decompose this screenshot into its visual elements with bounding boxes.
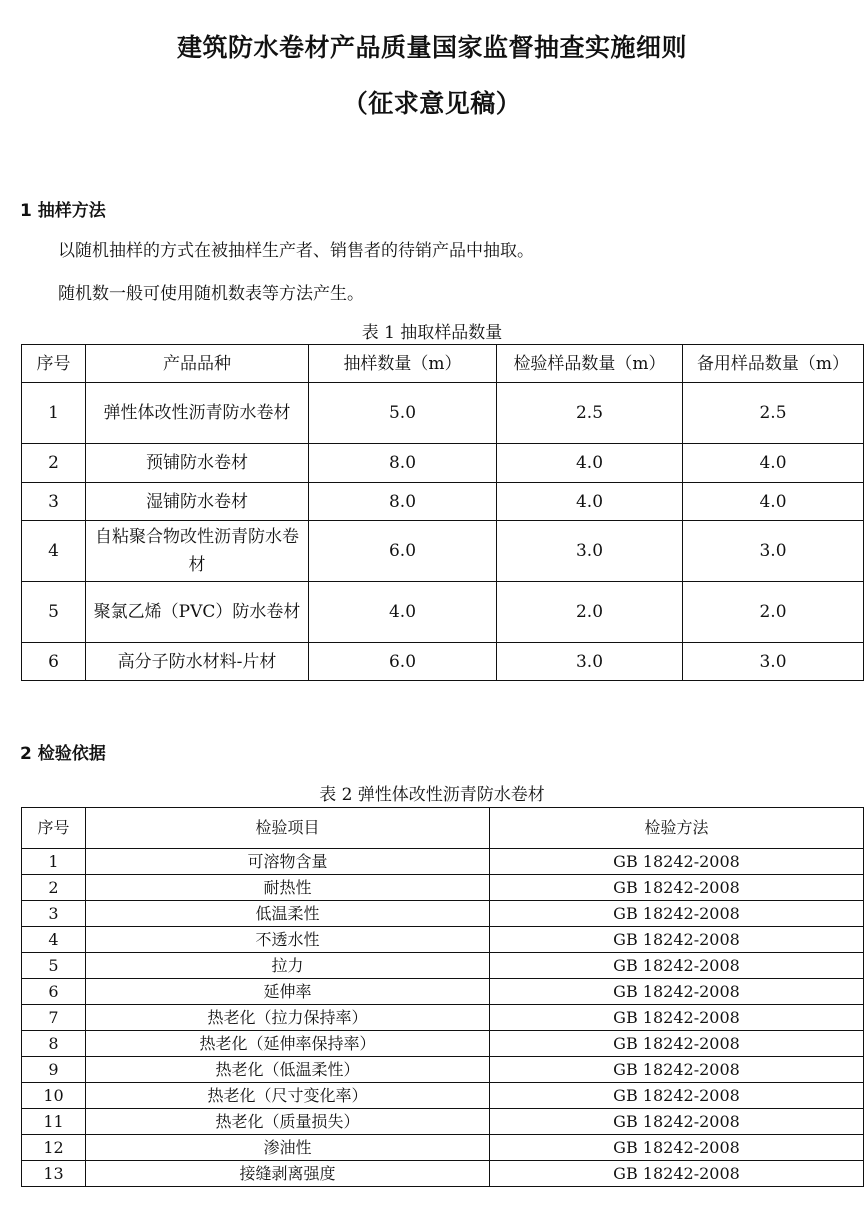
table-row <box>22 483 864 521</box>
table-cell: 13 <box>22 1161 86 1187</box>
table-cell: 4.0 <box>683 483 864 521</box>
table-cell: 热老化（拉力保持率） <box>86 1005 490 1031</box>
table-cell: GB 18242-2008 <box>490 875 864 901</box>
table-cell: 4.0 <box>309 582 497 643</box>
table-cell: 3.0 <box>683 521 864 582</box>
table-row <box>22 444 864 483</box>
column-header: 序号 <box>22 808 86 849</box>
table-cell: GB 18242-2008 <box>490 1083 864 1109</box>
table-cell: GB 18242-2008 <box>490 901 864 927</box>
table-cell: 4.0 <box>497 483 683 521</box>
table-cell: 5.0 <box>309 383 497 444</box>
document-title: 建筑防水卷材产品质量国家监督抽查实施细则 <box>176 33 687 62</box>
table-cell: GB 18242-2008 <box>490 927 864 953</box>
table-row <box>22 383 864 444</box>
table-cell: 8.0 <box>309 483 497 521</box>
table-row <box>22 1109 864 1135</box>
table-cell: 11 <box>22 1109 86 1135</box>
table-cell: 6.0 <box>309 521 497 582</box>
table-cell: 渗油性 <box>86 1135 490 1161</box>
table-cell: 低温柔性 <box>86 901 490 927</box>
table-cell: 热老化（质量损失） <box>86 1109 490 1135</box>
table-cell: GB 18242-2008 <box>490 953 864 979</box>
table-cell: 5 <box>22 582 86 643</box>
table-cell: GB 18242-2008 <box>490 849 864 875</box>
table-cell: 2 <box>22 444 86 483</box>
table-cell: 2.0 <box>497 582 683 643</box>
table-row <box>22 1057 864 1083</box>
column-header: 检验样品数量（m） <box>497 345 683 383</box>
table-cell: 3.0 <box>683 643 864 681</box>
column-header: 序号 <box>22 345 86 383</box>
table-row <box>22 643 864 681</box>
table-cell: 4 <box>22 927 86 953</box>
table-cell: 延伸率 <box>86 979 490 1005</box>
table-cell: 高分子防水材料-片材 <box>86 643 309 681</box>
table-cell: 6 <box>22 643 86 681</box>
table-cell: 热老化（低温柔性） <box>86 1057 490 1083</box>
table-row <box>22 521 864 582</box>
table-row <box>22 849 864 875</box>
table-row <box>22 1161 864 1187</box>
table-header-row <box>22 345 864 383</box>
column-header: 备用样品数量（m） <box>683 345 864 383</box>
table-cell: 拉力 <box>86 953 490 979</box>
table-cell: 4 <box>22 521 86 582</box>
table-cell: 2.5 <box>497 383 683 444</box>
table-cell: 自粘聚合物改性沥青防水卷材 <box>86 521 309 582</box>
table-cell: 热老化（尺寸变化率） <box>86 1083 490 1109</box>
table-row <box>22 979 864 1005</box>
column-header: 检验方法 <box>490 808 864 849</box>
table-cell: GB 18242-2008 <box>490 1109 864 1135</box>
table-cell: 接缝剥离强度 <box>86 1161 490 1187</box>
sample-quantity-table <box>21 344 864 681</box>
table-row <box>22 953 864 979</box>
table-cell: 3.0 <box>497 521 683 582</box>
table-cell: 6.0 <box>309 643 497 681</box>
table-cell: 10 <box>22 1083 86 1109</box>
table-cell: GB 18242-2008 <box>490 1135 864 1161</box>
table-row <box>22 1083 864 1109</box>
table-cell: 2.0 <box>683 582 864 643</box>
paragraph: 以随机抽样的方式在被抽样生产者、销售者的待销产品中抽取。 <box>58 241 534 261</box>
section-heading-basis: 2 检验依据 <box>20 744 106 764</box>
table-cell: 8 <box>22 1031 86 1057</box>
table2-caption: 表 2 弹性体改性沥青防水卷材 <box>319 785 545 805</box>
table-cell: 湿铺防水卷材 <box>86 483 309 521</box>
table-cell: 3.0 <box>497 643 683 681</box>
table-cell: 3 <box>22 901 86 927</box>
table-row <box>22 1031 864 1057</box>
table-row <box>22 901 864 927</box>
table-cell: 可溶物含量 <box>86 849 490 875</box>
table-cell: 3 <box>22 483 86 521</box>
table-cell: 12 <box>22 1135 86 1161</box>
table-cell: 热老化（延伸率保持率） <box>86 1031 490 1057</box>
table-cell: 2.5 <box>683 383 864 444</box>
table-row <box>22 927 864 953</box>
section-heading-sampling: 1 抽样方法 <box>20 201 106 221</box>
table-cell: 6 <box>22 979 86 1005</box>
table-cell: 5 <box>22 953 86 979</box>
table-cell: 聚氯乙烯（PVC）防水卷材 <box>86 582 309 643</box>
table-cell: 不透水性 <box>86 927 490 953</box>
inspection-basis-table <box>21 807 864 1187</box>
table-cell: GB 18242-2008 <box>490 979 864 1005</box>
column-header: 产品品种 <box>86 345 309 383</box>
table-cell: 1 <box>22 383 86 444</box>
table-cell: 9 <box>22 1057 86 1083</box>
table1-caption: 表 1 抽取样品数量 <box>361 323 503 343</box>
table-cell: 1 <box>22 849 86 875</box>
table-cell: 2 <box>22 875 86 901</box>
table-row <box>22 1135 864 1161</box>
table-cell: 预铺防水卷材 <box>86 444 309 483</box>
table-row <box>22 875 864 901</box>
table-header-row <box>22 808 864 849</box>
table-cell: 4.0 <box>683 444 864 483</box>
table-cell: GB 18242-2008 <box>490 1005 864 1031</box>
paragraph: 随机数一般可使用随机数表等方法产生。 <box>58 284 364 304</box>
table-cell: 弹性体改性沥青防水卷材 <box>86 383 309 444</box>
table-cell: GB 18242-2008 <box>490 1057 864 1083</box>
table-row <box>22 1005 864 1031</box>
table-cell: 8.0 <box>309 444 497 483</box>
table-cell: 耐热性 <box>86 875 490 901</box>
table-cell: GB 18242-2008 <box>490 1031 864 1057</box>
column-header: 抽样数量（m） <box>309 345 497 383</box>
document-subtitle: （征求意见稿） <box>342 89 522 118</box>
column-header: 检验项目 <box>86 808 490 849</box>
table-cell: 7 <box>22 1005 86 1031</box>
table-cell: 4.0 <box>497 444 683 483</box>
table-row <box>22 582 864 643</box>
table-cell: GB 18242-2008 <box>490 1161 864 1187</box>
